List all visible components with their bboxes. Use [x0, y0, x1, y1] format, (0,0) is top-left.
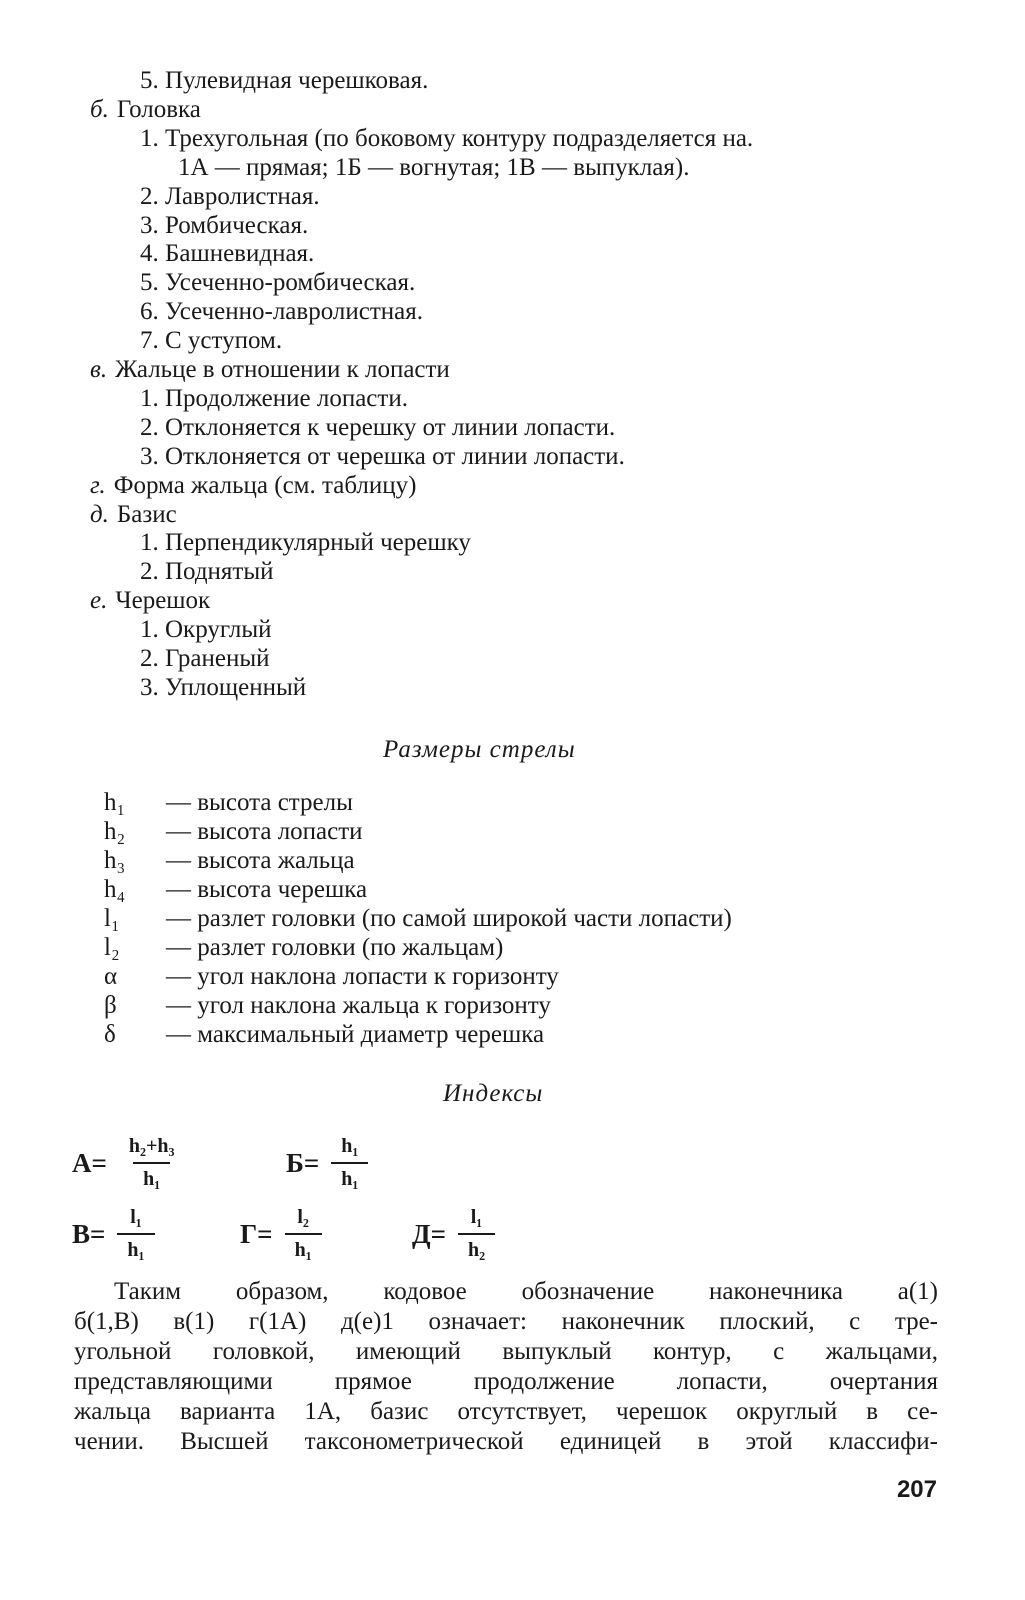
list-text: 1. Перпендикулярный черешку: [140, 529, 471, 557]
fraction: [458, 1206, 495, 1262]
dimension-symbol: δ: [104, 1021, 116, 1048]
list-text: Базис: [116, 500, 177, 528]
dimension-item: [104, 933, 503, 962]
list-text: 1А — прямая; 1Б — вогнутая; 1В — выпуклая).: [178, 153, 690, 181]
dimension-symbol: l₂: [104, 934, 120, 961]
fraction-numerator: l₁: [470, 1206, 483, 1228]
index-formula: [72, 1206, 155, 1262]
list-text: Черешок: [115, 587, 211, 615]
paragraph-line: Таким образом, кодовое обозначение наконечника а(1): [114, 1278, 938, 1305]
fraction: [119, 1135, 185, 1191]
list-item: [140, 268, 415, 298]
index-formula: [286, 1135, 368, 1191]
list-text: 3. Отклоняется от черешка от линии лопасти.: [140, 442, 625, 470]
dimension-symbol: h₄: [104, 876, 126, 903]
dimension-description: — максимальный диаметр черешка: [166, 1021, 545, 1048]
index-formula: [72, 1135, 185, 1191]
dimension-description: — угол наклона жальца к горизонту: [166, 992, 551, 1019]
list-section-heading: [90, 95, 201, 125]
dimensions-heading: Размеры стрелы: [383, 736, 576, 763]
dimension-description: — высота жальца: [166, 847, 355, 874]
list-text: Форма жальца (см. таблицу): [113, 471, 417, 499]
dimension-item: [104, 904, 732, 933]
fraction-denominator: h₂: [458, 1233, 495, 1262]
list-text: 6. Усеченно-лавролистная.: [140, 298, 423, 326]
dimension-description: — разлет головки (по жальцам): [166, 934, 504, 961]
fraction: [285, 1206, 322, 1262]
dimension-item: [104, 846, 355, 875]
list-text: 3. Ромбическая.: [140, 211, 309, 239]
list-text: 1. Трехугольная (по боковому контуру подразделяется на.: [140, 124, 754, 152]
dimension-symbol: α: [104, 963, 118, 990]
section-marker: в.: [90, 356, 108, 383]
list-item: [140, 66, 428, 96]
list-section-heading: [90, 355, 450, 385]
dimension-item: [104, 962, 559, 991]
conclusion-paragraph: [74, 1277, 938, 1457]
list-text: Жальце в отношении к лопасти: [115, 356, 450, 383]
indices-heading: Индексы: [443, 1080, 544, 1107]
paragraph-line: чении. Высшей таксонометрической единицей в этой классифи-: [74, 1428, 938, 1455]
list-section-heading: [90, 586, 210, 616]
list-item: [140, 182, 320, 212]
dimension-symbol: h₁: [104, 789, 126, 816]
paragraph-line: жальца варианта 1А, базис отсутствует, черешок округлый в се-: [74, 1398, 938, 1425]
section-marker: д.: [90, 500, 109, 528]
list-item: [178, 153, 689, 183]
list-item: [140, 442, 625, 472]
list-item: [140, 528, 471, 558]
section-marker: б.: [90, 95, 109, 123]
list-text: 2. Поднятый: [140, 558, 274, 586]
formula-lhs: А=: [72, 1147, 107, 1178]
dimension-description: — высота черешка: [166, 876, 368, 903]
list-text: 1. Продолжение лопасти.: [140, 384, 408, 412]
dimension-description: — высота стрелы: [166, 789, 353, 816]
list-section-heading: [90, 500, 177, 530]
paragraph-line: представляющими прямое продолжение лопасти, очертания: [74, 1368, 938, 1395]
dimension-description: — угол наклона лопасти к горизонту: [166, 963, 559, 990]
list-text: 5. Пулевидная черешковая.: [140, 67, 429, 94]
fraction: [117, 1206, 154, 1262]
list-item: [140, 239, 314, 269]
page-number: 207: [896, 1476, 937, 1503]
list-item: [140, 384, 408, 414]
list-text: 2. Лавролистная.: [140, 182, 320, 210]
dimension-description: — разлет головки (по самой широкой части лопасти): [166, 905, 732, 932]
index-formula: [240, 1206, 322, 1262]
list-item: [140, 673, 306, 703]
paragraph-line: угольной головкой, имеющий выпуклый контур, с жальцами,: [74, 1338, 938, 1365]
list-section-heading: [90, 471, 416, 501]
dimension-item: [104, 1020, 544, 1049]
list-text: 7. С уступом.: [140, 327, 283, 355]
list-item: [140, 211, 308, 241]
section-marker: е.: [90, 587, 108, 615]
list-item: [140, 326, 282, 356]
dimension-symbol: h₂: [104, 818, 126, 845]
dimension-symbol: l₁: [104, 905, 120, 932]
fraction-numerator: l₁: [130, 1206, 142, 1228]
fraction-denominator: h₁: [133, 1162, 170, 1191]
list-text: 5. Усеченно-ромбическая.: [140, 269, 416, 297]
dimension-item: [104, 788, 353, 817]
list-item: [140, 124, 753, 154]
paragraph-line: б(1,В) в(1) г(1А) д(е)1 означает: наконечник плоский, с тре-: [74, 1308, 938, 1335]
dimension-item: [104, 817, 363, 846]
dimension-item: [104, 875, 367, 904]
formula-lhs: Д=: [412, 1218, 446, 1249]
fraction-denominator: h₁: [331, 1162, 368, 1191]
fraction-numerator: l₂: [297, 1206, 309, 1228]
formula-lhs: Б=: [286, 1147, 320, 1178]
dimension-symbol: β: [104, 992, 117, 1019]
list-text: 2. Отклоняется к черешку от линии лопасти.: [140, 413, 616, 441]
list-item: [140, 644, 270, 674]
formula-lhs: Г=: [240, 1218, 273, 1249]
list-text: 3. Уплощенный: [140, 673, 307, 701]
index-formula: [412, 1206, 495, 1262]
list-item: [140, 615, 272, 645]
list-text: 1. Округлый: [140, 616, 272, 644]
fraction: [331, 1135, 368, 1191]
list-text: 2. Граненый: [140, 645, 270, 672]
fraction-denominator: h₁: [285, 1233, 322, 1262]
list-text: 4. Башневидная.: [140, 240, 315, 268]
fraction-numerator: h₂+h₃: [128, 1135, 175, 1157]
list-item: [140, 557, 274, 587]
list-text: Головка: [116, 95, 201, 123]
formula-lhs: В=: [72, 1218, 106, 1249]
dimension-item: [104, 991, 551, 1020]
list-item: [140, 413, 615, 443]
list-item: [140, 297, 423, 327]
dimension-symbol: h₃: [104, 847, 126, 874]
section-marker: г.: [90, 471, 106, 499]
dimension-description: — высота лопасти: [166, 818, 363, 845]
fraction-numerator: h₁: [341, 1135, 359, 1157]
fraction-denominator: h₁: [117, 1233, 154, 1262]
